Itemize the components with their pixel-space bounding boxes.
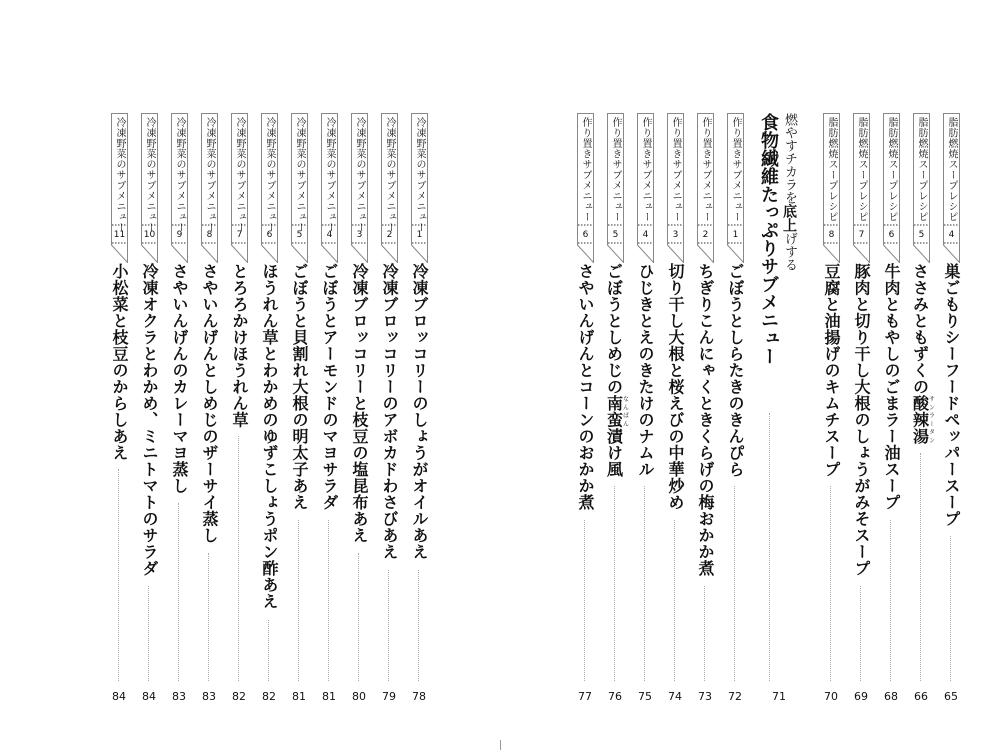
toc-entry[interactable] (722, 113, 748, 703)
category-label: 冷凍野菜のサブメニュー (234, 117, 245, 233)
entry-title: 豚肉と切り干し大根のしょうがみそスープ (852, 263, 871, 577)
dotted-leader (298, 520, 299, 682)
category-tab (697, 113, 714, 263)
entry-title: さやいんげんとコーンのおかか煮 (576, 263, 595, 511)
dotted-leader (418, 570, 419, 681)
category-number: 4 (326, 230, 333, 240)
category-label: 冷凍野菜のサブメニュー (414, 117, 425, 233)
page-number: 80 (352, 690, 366, 703)
category-label: 冷凍野菜のサブメニュー (354, 117, 365, 233)
category-tab (231, 113, 248, 263)
category-number: 9 (176, 230, 183, 240)
category-tab (853, 113, 870, 263)
category-label: 冷凍野菜のサブメニュー (174, 117, 185, 233)
category-tab (883, 113, 900, 263)
dotted-leader (830, 486, 831, 681)
page-number: 82 (232, 690, 246, 703)
category-label: 冷凍野菜のサブメニュー (384, 117, 395, 233)
toc-entry[interactable] (818, 113, 844, 703)
dotted-leader (388, 570, 389, 681)
toc-entry[interactable] (632, 113, 658, 703)
category-label: 脂肪燃焼スープレシピ (946, 117, 957, 222)
dotted-leader (208, 553, 209, 681)
dotted-leader (268, 620, 269, 681)
category-tab (321, 113, 338, 263)
category-number: 1 (416, 230, 423, 240)
category-number: 1 (732, 230, 739, 240)
category-tab (667, 113, 684, 263)
category-number: 4 (642, 230, 649, 240)
entry-title: とろろかけほうれん草 (230, 263, 249, 428)
dotted-leader (584, 520, 585, 682)
toc-entry[interactable] (692, 113, 718, 703)
entry-title (602, 263, 628, 478)
category-number: 2 (386, 230, 393, 240)
furigana: サンラータン (927, 395, 935, 445)
dotted-leader (328, 520, 329, 682)
category-label: 脂肪燃焼スープレシピ (886, 117, 897, 222)
entry-title: 冷凍オクラとわかめ、ミニトマトのサラダ (140, 263, 159, 577)
section-heading[interactable] (757, 113, 801, 703)
ruby-base: 南蛮 (604, 395, 624, 428)
dotted-leader (238, 436, 239, 681)
entry-title: 豆腐と油揚げのキムチスープ (822, 263, 841, 478)
dotted-leader (950, 536, 951, 681)
entry-title: ひじきとえのきたけのナムル (636, 263, 655, 478)
subtitle-part: げする (782, 232, 797, 271)
category-label: 作り置きサブメニュー (730, 117, 741, 222)
furigana: なんばん (621, 395, 629, 428)
page-number: 76 (608, 690, 622, 703)
page-number: 69 (854, 690, 868, 703)
title-part: ごぼうとしめじの (604, 263, 624, 395)
toc-entry[interactable] (908, 113, 934, 703)
entry-title: ごぼうとしらたきのきんぴら (726, 263, 745, 478)
entry-title: 小松菜と枝豆のからしあえ (110, 263, 129, 461)
entry-title (908, 263, 934, 445)
category-label: 脂肪燃焼スープレシピ (856, 117, 867, 222)
category-number: 5 (918, 230, 925, 240)
category-tab (943, 113, 960, 263)
page-number: 75 (638, 690, 652, 703)
category-label: 冷凍野菜のサブメニュー (324, 117, 335, 233)
category-label: 冷凍野菜のサブメニュー (144, 117, 155, 233)
dotted-leader (769, 413, 770, 681)
title-part: ささみともずくの (910, 263, 930, 395)
entry-title: さやいんげんのカレーマヨ蒸し (170, 263, 189, 494)
page-number: 82 (262, 690, 276, 703)
toc-entry[interactable] (346, 113, 372, 703)
category-number: 6 (582, 230, 589, 240)
category-label: 冷凍野菜のサブメニュー (204, 117, 215, 233)
toc-entry[interactable] (938, 113, 964, 703)
page-number: 83 (172, 690, 186, 703)
category-tab (637, 113, 654, 263)
category-tab (291, 113, 308, 263)
page-number: 66 (914, 690, 928, 703)
dotted-leader (674, 520, 675, 682)
category-tab (351, 113, 368, 263)
entry-title: 冷凍ブロッコリーのアボカドわさびあえ (380, 263, 399, 560)
entry-title: 冷凍ブロッコリーのしょうがオイルあえ (410, 263, 429, 560)
page-number: 84 (142, 690, 156, 703)
page-number: 70 (824, 690, 838, 703)
category-label: 冷凍野菜のサブメニュー (114, 117, 125, 233)
entry-title: ちぎりこんにゃくときくらげの梅おかか煮 (696, 263, 715, 577)
page-number: 78 (412, 690, 426, 703)
category-number: 11 (113, 230, 126, 240)
category-label: 冷凍野菜のサブメニュー (264, 117, 275, 233)
toc-entry[interactable] (662, 113, 688, 703)
toc-entry[interactable] (602, 113, 628, 703)
dotted-leader (178, 503, 179, 681)
page-number: 81 (322, 690, 336, 703)
category-number: 10 (143, 230, 156, 240)
toc-entry[interactable] (376, 113, 402, 703)
category-tab (913, 113, 930, 263)
page-number: 73 (698, 690, 712, 703)
category-tab (261, 113, 278, 263)
entry-title: 巣ごもりシーフードペッパースープ (942, 263, 961, 527)
dotted-leader (118, 469, 119, 681)
section-subtitle (779, 113, 799, 271)
dotted-leader (704, 586, 705, 681)
entry-title: 切り干し大根と桜えびの中華炒め (666, 263, 685, 511)
dotted-leader (890, 520, 891, 682)
page-number: 74 (668, 690, 682, 703)
entry-title: ごぼうと貝割れ大根の明太子あえ (290, 263, 309, 511)
dotted-leader (148, 586, 149, 681)
page-number: 72 (728, 690, 742, 703)
title-part: 漬け風 (604, 428, 624, 478)
entry-title: ごぼうとアーモンドのマヨサラダ (320, 263, 339, 511)
toc-entry[interactable] (572, 113, 598, 703)
page-number: 79 (382, 690, 396, 703)
category-label: 脂肪燃焼スープレシピ (916, 117, 927, 222)
page-number: 68 (884, 690, 898, 703)
category-tab (201, 113, 218, 263)
section-title: 食物繊維たっぷりサブメニュー (758, 113, 779, 365)
toc-entry[interactable] (848, 113, 874, 703)
toc-entry[interactable] (878, 113, 904, 703)
page-number: 65 (944, 690, 958, 703)
entry-title: 牛肉ともやしのごまラー油スープ (882, 263, 901, 511)
category-tab (607, 113, 624, 263)
toc-entry[interactable] (136, 113, 162, 703)
dotted-leader (920, 453, 921, 681)
category-tab (411, 113, 428, 263)
dotted-leader (358, 553, 359, 681)
category-number: 6 (888, 230, 895, 240)
category-label: 作り置きサブメニュー (610, 117, 621, 222)
gutter-mark (500, 740, 501, 750)
category-label: 作り置きサブメニュー (670, 117, 681, 222)
category-number: 4 (948, 230, 955, 240)
ruby-word (604, 395, 629, 428)
dotted-leader (734, 486, 735, 681)
category-label: 作り置きサブメニュー (700, 117, 711, 222)
dotted-leader (860, 586, 861, 681)
toc-entry[interactable] (196, 113, 222, 703)
category-label: 冷凍野菜のサブメニュー (294, 117, 305, 233)
category-number: 5 (296, 230, 303, 240)
entry-title: 冷凍ブロッコリーと枝豆の塩昆布あえ (350, 263, 369, 544)
page-number: 84 (112, 690, 126, 703)
category-number: 3 (672, 230, 679, 240)
page-number: 81 (292, 690, 306, 703)
category-tab (171, 113, 188, 263)
category-tab (823, 113, 840, 263)
category-label: 脂肪燃焼スープレシピ (826, 117, 837, 222)
category-number: 7 (858, 230, 865, 240)
toc-entry[interactable] (226, 113, 252, 703)
category-number: 8 (828, 230, 835, 240)
toc-entry[interactable] (166, 113, 192, 703)
toc-entry[interactable] (406, 113, 432, 703)
entry-title: ほうれん草とわかめのゆずこしょうポン酢あえ (260, 263, 279, 610)
category-label: 作り置きサブメニュー (580, 117, 591, 222)
category-tab (141, 113, 158, 263)
category-tab (727, 113, 744, 263)
category-number: 8 (206, 230, 213, 240)
category-number: 3 (356, 230, 363, 240)
category-number: 6 (266, 230, 273, 240)
category-label: 作り置きサブメニュー (640, 117, 651, 222)
dotted-leader (614, 486, 615, 681)
toc-entry[interactable] (256, 113, 282, 703)
category-tab (381, 113, 398, 263)
subtitle-part: 燃やすチカラを (782, 113, 797, 204)
subtitle-emphasis: 底上 (781, 204, 797, 232)
ruby-word (910, 395, 935, 445)
category-number: 5 (612, 230, 619, 240)
dotted-leader (644, 486, 645, 681)
category-number: 7 (236, 230, 243, 240)
toc-entry[interactable] (316, 113, 342, 703)
ruby-base: 酸辣湯 (910, 395, 930, 445)
toc-entry[interactable] (286, 113, 312, 703)
page-number: 71 (772, 690, 786, 703)
entry-title: さやいんげんとしめじのザーサイ蒸し (200, 263, 219, 544)
category-tab (577, 113, 594, 263)
page-number: 77 (578, 690, 592, 703)
category-number: 2 (702, 230, 709, 240)
category-tab (111, 113, 128, 263)
page-number: 83 (202, 690, 216, 703)
toc-entry[interactable] (106, 113, 132, 703)
